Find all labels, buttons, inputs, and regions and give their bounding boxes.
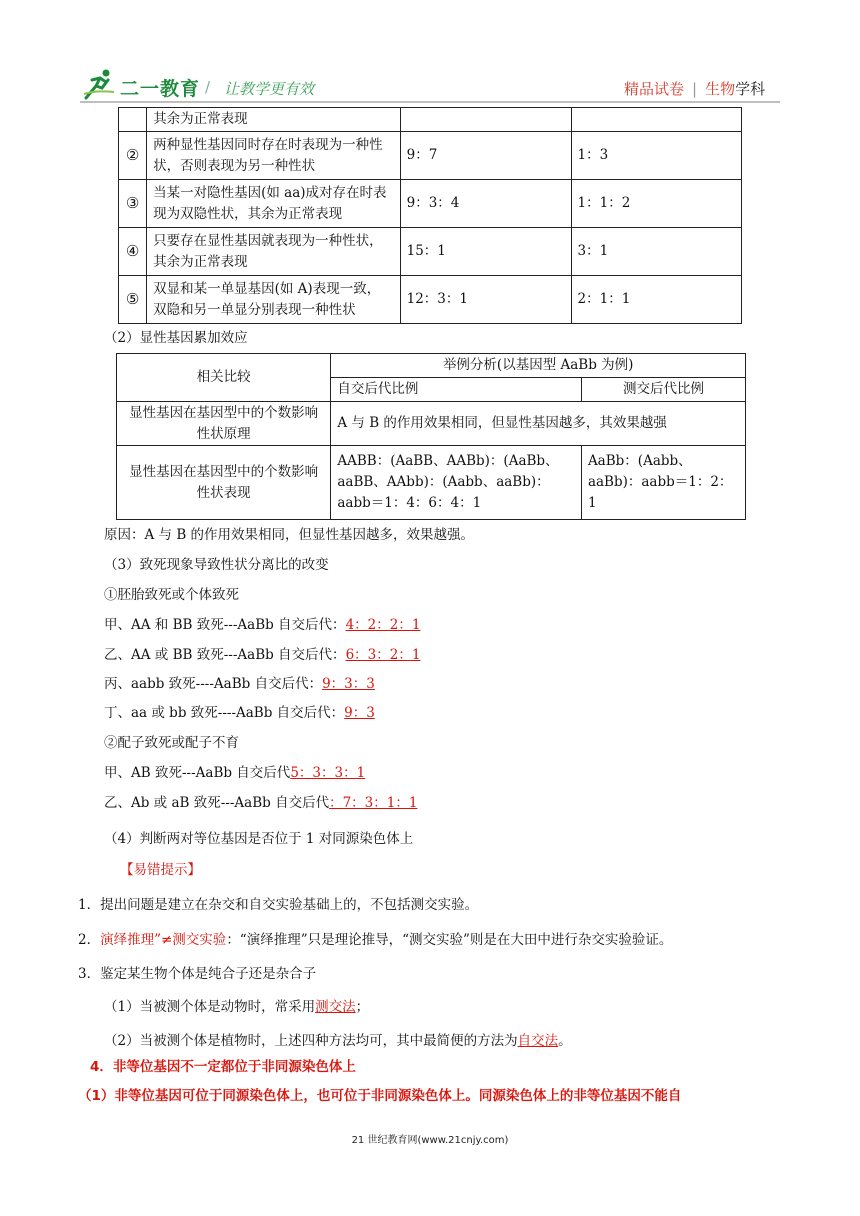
header-test-ratio: 测交后代比例 <box>581 378 745 402</box>
row-description: 其余为正常表现 <box>147 108 400 132</box>
subsection-1-title: ①胚胎致死或个体致死 <box>104 587 239 603</box>
row-self-ratio: 9：3：4 <box>400 180 571 228</box>
row-description: 当某一对隐性基因(如 aa)成对存在时表现为双隐性状，其余为正常表现 <box>147 180 400 228</box>
lethal-line-1 <box>104 613 420 633</box>
row-description: 只要存在显性基因就表现为一种性状，其余为正常表现 <box>147 228 400 276</box>
lethal-line-2 <box>104 643 420 663</box>
lethal-line-label: 甲、AA 和 BB 致死---AaBb 自交后代： <box>104 617 346 633</box>
table-row <box>119 276 742 324</box>
row-description: 双显和某一单显基因(如 A)表现一致，双隐和另一单显分别表现一种性状 <box>147 276 400 324</box>
row-description: 两种显性基因同时存在时表现为一种性状，否则表现为另一种性状 <box>147 132 400 180</box>
header-quality-label: 精品试卷 <box>624 80 685 98</box>
section-4-title: （4）判断两对等位基因是否位于 1 对同源染色体上 <box>104 831 414 847</box>
logo-slogan: 让教学更有效 <box>224 80 315 98</box>
lethal-line-3 <box>104 672 375 692</box>
row-test-ratio: 2：1：1 <box>571 276 741 324</box>
tip-text-end: ； <box>355 999 370 1015</box>
row-self-ratio <box>400 108 571 132</box>
page-footer: 21 世纪教育网(www.21cnjy.com) <box>351 1135 509 1146</box>
header-self-ratio: 自交后代比例 <box>331 378 582 402</box>
row-self-ratio: 9：7 <box>400 132 571 180</box>
tip-point-3: 3．鉴定某生物个体是纯合子还是杂合子 <box>78 966 317 982</box>
gamete-line-label: 甲、AB 致死---AaBb 自交后代 <box>104 765 291 781</box>
additive-effect-table <box>116 353 746 520</box>
tip-answer: 测交法 <box>315 999 356 1015</box>
logo-slash: / <box>205 78 211 96</box>
row-test-ratio: AaBb：(Aabb、aaBb)：aabb＝1：2：1 <box>581 446 745 520</box>
epistasis-table <box>118 107 742 324</box>
table-row <box>119 108 742 132</box>
row-number: ③ <box>119 180 147 228</box>
section-3-title: （3）致死现象导致性状分离比的改变 <box>104 557 329 573</box>
lethal-line-answer: 4：2：2：1 <box>345 617 421 633</box>
tip-answer: 自交法 <box>517 1033 559 1049</box>
lethal-line-answer: 6：3：2：1 <box>345 647 421 663</box>
row-self-ratio: AABB：(AaBB、AABb)：(AaBb、aaBB、AAbb)：(Aabb、aaBb)：aabb＝1：4：6：4：1 <box>331 446 582 520</box>
row-number: ⑤ <box>119 276 147 324</box>
row-label: 显性基因在基因型中的个数影响性状原理 <box>117 402 331 446</box>
section-2-title: （2）显性基因累加效应 <box>104 330 248 346</box>
gamete-line-1 <box>104 761 365 781</box>
header-compare: 相关比较 <box>117 354 331 402</box>
gamete-line-answer: ：7：3：1：1 <box>329 795 418 811</box>
gamete-line-label: 乙、Ab 或 aB 致死---AaBb 自交后代 <box>104 795 330 811</box>
table-row <box>119 228 742 276</box>
header-divider <box>80 101 780 103</box>
runner-logo-icon <box>82 68 116 100</box>
tip-text: （1）当被测个体是动物时，常采用 <box>104 999 316 1015</box>
table-header-row <box>117 354 746 378</box>
row-self-ratio: 15：1 <box>400 228 571 276</box>
row-test-ratio <box>571 108 741 132</box>
tip-point-3-1 <box>104 995 369 1015</box>
row-number: ④ <box>119 228 147 276</box>
tip-point-number: 2． <box>78 932 101 948</box>
row-value: A 与 B 的作用效果相同，但显性基因越多，其效果越强 <box>331 402 746 446</box>
table-row <box>117 446 746 520</box>
tip-point-2 <box>78 928 672 948</box>
reason-text: 原因：A 与 B 的作用效果相同，但显性基因越多，效果越强。 <box>104 527 475 543</box>
tip-point-4-1: （1）非等位基因可位于同源染色体上，也可位于非同源染色体上。同源染色体上的非等位基因不能自 <box>78 1088 682 1104</box>
row-test-ratio: 1：1：2 <box>571 180 741 228</box>
tip-point-text: ：“演绎推理”只是理论推导，“测交实验”则是在大田中进行杂交实验验证。 <box>226 932 673 948</box>
lethal-line-4 <box>104 701 375 721</box>
header-subject <box>624 78 765 99</box>
row-test-ratio: 3：1 <box>571 228 741 276</box>
gamete-line-answer: 5：3：3：1 <box>290 765 366 781</box>
gamete-line-2 <box>104 791 417 811</box>
tip-point-1: 1．提出问题是建立在杂交和自交实验基础上的，不包括测交实验。 <box>78 897 479 913</box>
header-separator: | <box>692 80 698 98</box>
lethal-line-label: 丙、aabb 致死----AaBb 自交后代： <box>104 676 323 692</box>
tip-point-4: 4．非等位基因不一定都位于非同源染色体上 <box>90 1059 356 1075</box>
row-number: ② <box>119 132 147 180</box>
logo-text: 二一教育 <box>120 78 201 100</box>
lethal-line-label: 乙、AA 或 BB 致死---AaBb 自交后代： <box>104 647 346 663</box>
row-number <box>119 108 147 132</box>
subsection-2-title: ②配子致死或配子不育 <box>104 735 239 751</box>
lethal-line-answer: 9：3：3 <box>322 676 375 692</box>
header-example: 举例分析(以基因型 AaBb 为例) <box>331 354 746 378</box>
row-self-ratio: 12：3：1 <box>400 276 571 324</box>
tip-text-end: 。 <box>558 1033 572 1049</box>
row-label: 显性基因在基因型中的个数影响性状表现 <box>117 446 331 520</box>
lethal-line-label: 丁、aa 或 bb 致死----AaBb 自交后代： <box>104 705 345 721</box>
tip-point-highlight: 演绎推理”≠测交实验 <box>100 932 227 948</box>
row-test-ratio: 1：3 <box>571 132 741 180</box>
tip-point-3-2 <box>104 1029 572 1049</box>
table-row <box>119 132 742 180</box>
tip-text: （2）当被测个体是植物时，上述四种方法均可，其中最简便的方法为 <box>104 1033 518 1049</box>
table-row <box>119 180 742 228</box>
header-subject-label: 生物 <box>705 80 736 98</box>
table-row <box>117 402 746 446</box>
tip-title: 【易错提示】 <box>120 862 201 878</box>
lethal-line-answer: 9：3 <box>344 705 375 721</box>
header-discipline-label: 学科 <box>735 80 766 98</box>
